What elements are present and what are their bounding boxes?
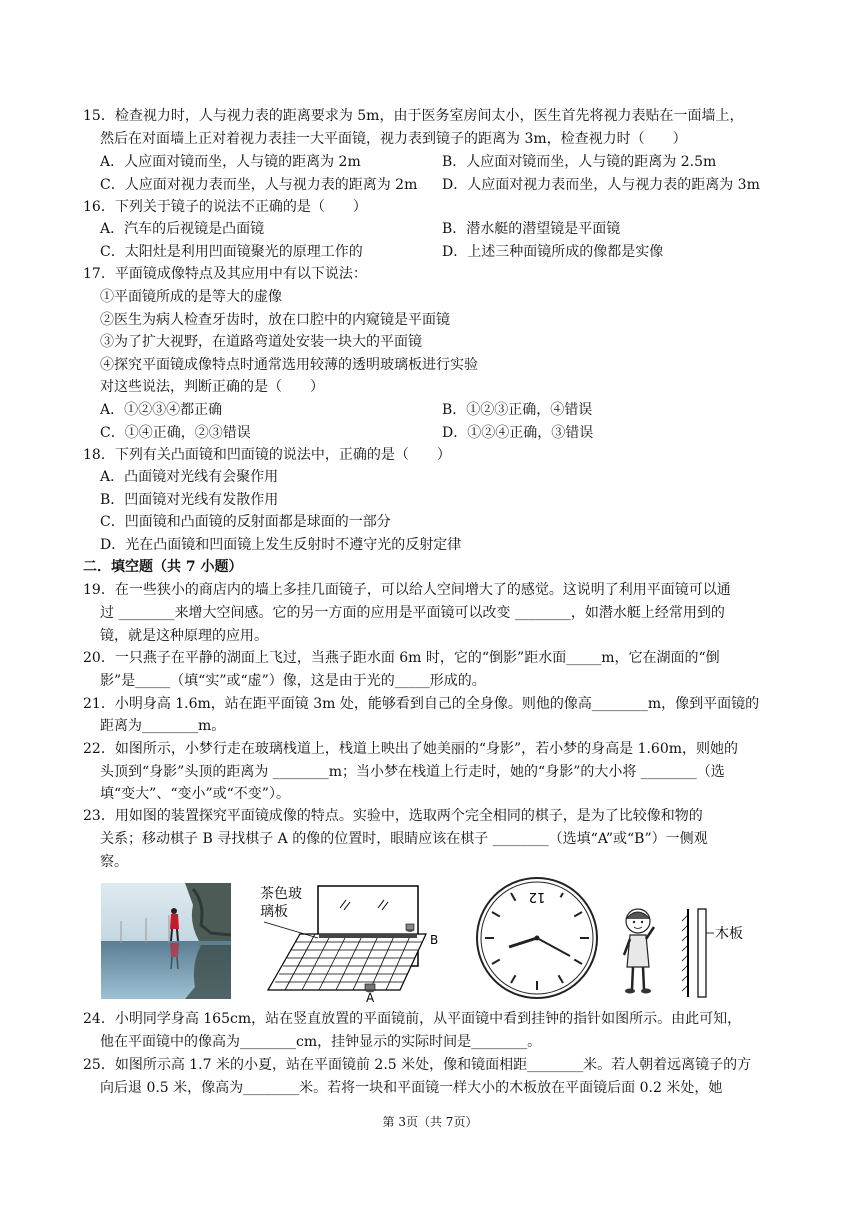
glass-board-label-2: 璃板 — [260, 904, 288, 920]
page-footer: 第 3页（共 7页） — [382, 1115, 478, 1129]
text-line: C．人应面对视力表而坐，人与视力表的距离为 2m — [100, 177, 418, 193]
piece-a-label: A — [366, 991, 375, 1002]
text-line: 23．用如图的装置探究平面镜成像的特点。实验中，选取两个完全相同的棋子，是为了比较像和物的 — [83, 808, 703, 824]
glass-board-label-1: 茶色玻 — [260, 886, 302, 902]
section-heading: 二．填空题（共 7 小题） — [83, 559, 243, 575]
text-line: 对这些说法，判断正确的是（ ） — [100, 379, 324, 395]
text-line: 他在平面镜中的像高为________cm，挂钟显示的实际时间是________。 — [100, 1034, 542, 1050]
board-label: 木板 — [715, 926, 743, 942]
text-line: A．凸面镜对光线有会聚作用 — [100, 469, 279, 485]
text-line: ④探究平面镜成像特点时通常选用较薄的透明玻璃板进行实验 — [100, 357, 478, 373]
text-line: C．①④正确，②③错误 — [100, 425, 251, 441]
text-line: 15．检查视力时，人与视力表的距离要求为 5m，由于医务室房间太小，医生首先将视力表贴在一面墙上， — [83, 108, 744, 124]
text-line: 然后在对面墙上正对着视力表挂一大平面镜，视力表到镜子的距离为 3m，检查视力时（ ） — [100, 131, 687, 147]
girl-mirror-board — [618, 905, 778, 1001]
text-line: 16．下列关于镜子的说法不正确的是（ ） — [83, 199, 367, 215]
text-line: 过 ________来增大空间感。它的另一方面的应用是平面镜可以改变 ________，如潜水艇上经常用到的 — [100, 605, 725, 621]
mirror-experiment-diagram — [258, 880, 448, 1002]
text-line: 察。 — [100, 854, 128, 870]
text-line: 22．如图所示，小梦行走在玻璃栈道上，栈道上映出了她美丽的“身影”，若小梦的身高是 1.60m，则她的 — [83, 741, 739, 757]
text-line: D．光在凸面镜和凹面镜上发生反射时不遵守光的反射定律 — [100, 537, 462, 553]
text-line: A．人应面对镜而坐，人与镜的距离为 2m — [100, 154, 361, 170]
text-line: ①平面镜所成的是等大的虚像 — [100, 289, 282, 305]
text-line: A．汽车的后视镜是凸面镜 — [100, 221, 265, 237]
mirror-clock — [474, 875, 600, 1001]
clock-numeral-12: 12 — [528, 889, 546, 904]
text-line: 24．小明同学身高 165cm，站在竖直放置的平面镜前，从平面镜中看到挂钟的指针如图所示。由此可知， — [83, 1011, 742, 1027]
text-line: ②医生为病人检查牙齿时，放在口腔中的内窥镜是平面镜 — [100, 312, 450, 328]
text-line: B．①②③正确，④错误 — [442, 402, 593, 418]
text-line: 影”是_____（填“实”或“虚”）像，这是由于光的_____形成的。 — [100, 673, 486, 689]
text-line: A．①②③④都正确 — [100, 402, 223, 418]
piece-b-label: B — [430, 933, 439, 947]
text-line: 20．一只燕子在平静的湖面上飞过，当燕子距水面 6m 时，它的“倒影”距水面_____m，它在湖面的“倒 — [83, 650, 720, 666]
text-line: 向后退 0.5 米，像高为________米。若将一块和平面镜一样大小的木板放在平面镜后面 0.2 米处，她 — [100, 1080, 723, 1096]
text-line: C．凹面镜和凸面镜的反射面都是球面的一部分 — [100, 514, 391, 530]
text-line: 21．小明身高 1.6m，站在距平面镜 3m 处，能够看到自己的全身像。则他的像高________m，像到平面镜的 — [83, 696, 760, 712]
text-line: 填“变大”、“变小”或“不变”）。 — [100, 786, 290, 802]
glass-walkway-photo — [101, 883, 231, 999]
text-line: 19．在一些狭小的商店内的墙上多挂几面镜子，可以给人空间增大了的感觉。这说明了利用平面镜可以通 — [83, 582, 731, 598]
text-line: C．太阳灶是利用凹面镜聚光的原理工作的 — [100, 244, 363, 260]
text-line: ③为了扩大视野，在道路弯道处安装一块大的平面镜 — [100, 334, 422, 350]
text-line: D．①②④正确，③错误 — [442, 425, 594, 441]
text-line: 关系；移动棋子 B 寻找棋子 A 的像的位置时，眼睛应该在棋子 ________（选填“A”或“B”）一侧观 — [100, 831, 708, 847]
text-line: B．人应面对镜而坐，人与镜的距离为 2.5m — [442, 154, 717, 170]
text-line: 镜，就是这种原理的应用。 — [100, 628, 268, 644]
text-line: B．潜水艇的潜望镜是平面镜 — [442, 221, 621, 237]
text-line: 25．如图所示高 1.7 米的小夏，站在平面镜前 2.5 米处，像和镜面相距________米。若人朝着远离镜子的方 — [83, 1057, 752, 1073]
text-line: D．上述三种面镜所成的像都是实像 — [442, 244, 664, 260]
text-line: 18．下列有关凸面镜和凹面镜的说法中，正确的是（ ） — [83, 447, 451, 463]
text-line: B．凹面镜对光线有发散作用 — [100, 492, 279, 508]
text-line: 头顶到“身影”头顶的距离为 ________m；当小梦在栈道上行走时，她的“身影”的大小将 ________（选 — [100, 764, 725, 780]
text-line: 17．平面镜成像特点及其应用中有以下说法： — [83, 266, 367, 282]
text-line: D．人应面对视力表而坐，人与视力表的距离为 3m — [442, 177, 760, 193]
text-line: 距离为________m。 — [100, 718, 226, 734]
